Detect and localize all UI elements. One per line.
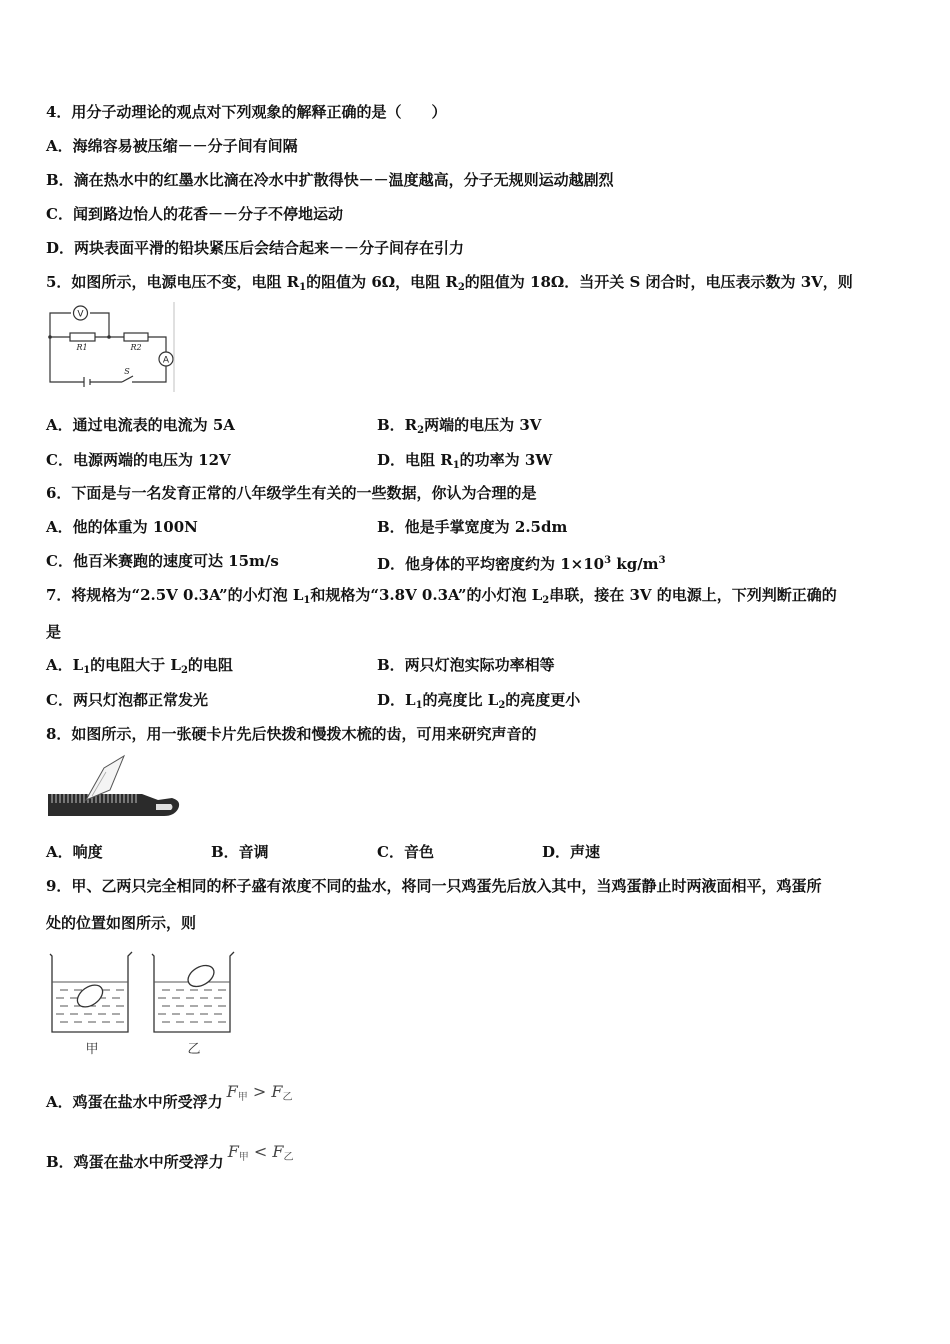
q7-stem bbox=[46, 585, 837, 611]
q6-option-a: A．他的体重为 100N bbox=[46, 518, 198, 536]
formula-operator: < bbox=[248, 1142, 273, 1161]
q6-d-part: kg/m bbox=[611, 555, 659, 573]
formula-subscript: 甲 bbox=[238, 1152, 249, 1163]
q5-stem-part: 5．如图所示，电源电压不变，电阻 R bbox=[46, 273, 300, 291]
voltmeter-label: V bbox=[77, 309, 84, 320]
formula-symbol: F bbox=[227, 1142, 239, 1161]
q7-subscript: 2 bbox=[542, 595, 550, 606]
q6-superscript: 3 bbox=[604, 555, 612, 566]
q5-d-part: D．电阻 R bbox=[377, 451, 453, 469]
q7-a-part: 的电阻 bbox=[187, 656, 233, 674]
formula-operator: > bbox=[247, 1082, 272, 1101]
q8-option-d: D．声速 bbox=[542, 843, 601, 861]
q7-stem-part: 串联，接在 3V 的电源上，下列判断正确的 bbox=[549, 586, 837, 604]
q7-stem-part: 7．将规格为“2.5V 0.3A”的小灯泡 L bbox=[46, 586, 304, 604]
q7-subscript: 2 bbox=[180, 665, 188, 676]
q7-d-part: 的亮度比 L bbox=[422, 691, 499, 709]
q8-option-c: C．音色 bbox=[377, 843, 434, 861]
q7-subscript: 1 bbox=[303, 595, 311, 606]
q7-subscript: 1 bbox=[415, 700, 423, 711]
q7-a-part: A．L bbox=[46, 656, 84, 674]
q6-superscript: 3 bbox=[658, 555, 666, 566]
q7-stem-part: 和规格为“3.8V 0.3A”的小灯泡 L bbox=[310, 586, 543, 604]
q9-stem-continued: 处的位置如图所示，则 bbox=[46, 914, 197, 932]
formula-subscript: 乙 bbox=[282, 1092, 293, 1103]
q4-stem: 4．用分子动理论的观点对下列观象的解释正确的是（ ） bbox=[46, 103, 447, 121]
q4-option-a: A．海绵容易被压缩－－分子间有间隔 bbox=[46, 137, 298, 155]
q7-stem-continued: 是 bbox=[46, 623, 62, 641]
q9-b-text: B．鸡蛋在盐水中所受浮力 bbox=[46, 1153, 224, 1171]
switch-label: S bbox=[124, 367, 130, 376]
q5-stem bbox=[46, 272, 853, 298]
formula-subscript: 甲 bbox=[237, 1092, 248, 1103]
q9-option-b bbox=[46, 1142, 294, 1178]
r2-label: R2 bbox=[130, 343, 142, 352]
q9-b-formula bbox=[228, 1142, 294, 1161]
q4-option-c: C．闻到路边怡人的花香－－分子不停地运动 bbox=[46, 205, 343, 223]
q5-option-b bbox=[377, 415, 541, 441]
r1-label: R1 bbox=[76, 343, 88, 352]
q7-d-part: D．L bbox=[377, 691, 416, 709]
formula-subscript: 乙 bbox=[283, 1152, 294, 1163]
q5-subscript: 2 bbox=[457, 282, 465, 293]
two-cups-figure bbox=[44, 946, 240, 1058]
cup-label-jia: 甲 bbox=[85, 1042, 99, 1057]
q9-stem: 9．甲、乙两只完全相同的杯子盛有浓度不同的盐水，将同一只鸡蛋先后放入其中，当鸡蛋静止时两液面相平，鸡蛋所 bbox=[46, 877, 822, 895]
q5-subscript: 1 bbox=[452, 460, 460, 471]
q5-option-d bbox=[377, 450, 552, 476]
q7-option-a bbox=[46, 655, 233, 681]
q4-option-d: D．两块表面平滑的铅块紧压后会结合起来－－分子间存在引力 bbox=[46, 239, 465, 257]
q6-option-d bbox=[377, 551, 666, 574]
q4-option-b: B．滴在热水中的红墨水比滴在冷水中扩散得快－－温度越高，分子无规则运动越剧烈 bbox=[46, 171, 614, 189]
cup-label-yi: 乙 bbox=[187, 1042, 201, 1057]
q7-subscript: 1 bbox=[83, 665, 91, 676]
q7-d-part: 的亮度更小 bbox=[505, 691, 581, 709]
q9-a-text: A．鸡蛋在盐水中所受浮力 bbox=[46, 1093, 223, 1111]
q7-subscript: 2 bbox=[498, 700, 506, 711]
formula-symbol: F bbox=[271, 1082, 283, 1101]
q5-stem-part: 的阻值为 18Ω．当开关 S 闭合时，电压表示数为 3V，则 bbox=[464, 273, 853, 291]
q5-d-part: 的功率为 3W bbox=[459, 451, 553, 469]
q8-option-b: B．音调 bbox=[211, 843, 269, 861]
q6-option-b: B．他是手掌宽度为 2.5dm bbox=[377, 518, 568, 536]
comb-and-card-figure bbox=[46, 754, 182, 822]
q7-option-d bbox=[377, 690, 580, 716]
q8-stem: 8．如图所示，用一张硬卡片先后快拨和慢拨木梳的齿，可用来研究声音的 bbox=[46, 725, 537, 743]
q7-a-part: 的电阻大于 L bbox=[90, 656, 181, 674]
q7-option-b: B．两只灯泡实际功率相等 bbox=[377, 656, 555, 674]
q5-option-c: C．电源两端的电压为 12V bbox=[46, 451, 231, 469]
q6-stem: 6．下面是与一名发育正常的八年级学生有关的一些数据，你认为合理的是 bbox=[46, 484, 537, 502]
formula-symbol: F bbox=[226, 1082, 238, 1101]
q6-option-c: C．他百米赛跑的速度可达 15m/s bbox=[46, 552, 279, 570]
q9-option-a bbox=[46, 1082, 293, 1118]
q6-d-part: D．他身体的平均密度约为 1×10 bbox=[377, 555, 605, 573]
q5-subscript: 1 bbox=[299, 282, 307, 293]
circuit-diagram bbox=[44, 302, 176, 392]
q5-subscript: 2 bbox=[417, 425, 425, 436]
q7-option-c: C．两只灯泡都正常发光 bbox=[46, 691, 208, 709]
q5-b-part: 两端的电压为 3V bbox=[424, 416, 542, 434]
q5-b-part: B．R bbox=[377, 416, 418, 434]
q5-stem-part: 的阻值为 6Ω，电阻 R bbox=[306, 273, 458, 291]
q8-option-a: A．响度 bbox=[46, 843, 103, 861]
q5-option-a: A．通过电流表的电流为 5A bbox=[46, 416, 235, 434]
formula-symbol: F bbox=[272, 1142, 284, 1161]
q9-a-formula bbox=[227, 1082, 293, 1101]
ammeter-label: A bbox=[162, 355, 170, 366]
